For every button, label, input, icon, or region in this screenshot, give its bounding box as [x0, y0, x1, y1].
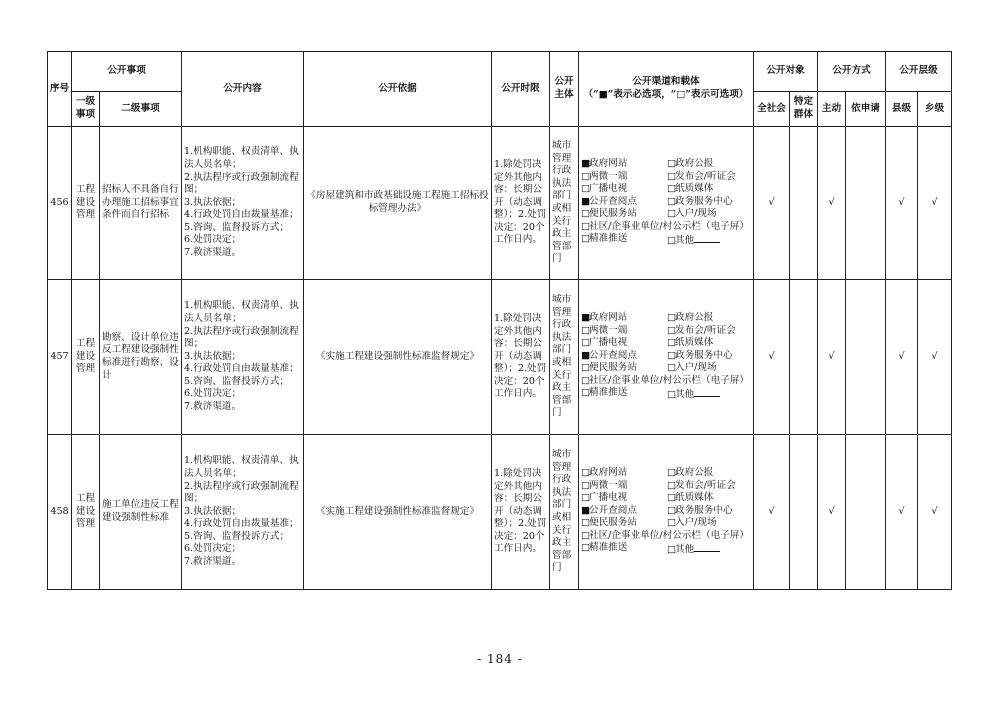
channel-gov-bulletin: 政府公报	[675, 466, 714, 478]
content-line: 1.机构职能、权责清单、执法人员名单；	[184, 146, 299, 170]
unchecked-box-icon: □	[667, 349, 677, 361]
content-line: 2.执法程序或行政强制流程图；	[184, 171, 299, 196]
unchecked-box-icon: □	[581, 479, 591, 491]
unchecked-box-icon: □	[667, 492, 677, 504]
row-content	[182, 435, 304, 590]
channel-gov-bulletin: 政府公报	[675, 311, 714, 323]
unchecked-box-icon: □	[667, 324, 677, 336]
header-method-request: 依申请	[846, 92, 886, 127]
row-content	[182, 127, 304, 280]
unchecked-box-icon: □	[667, 195, 677, 207]
row-channels	[579, 127, 754, 280]
row-basis: 《实施工程建设强制性标准监督规定》	[304, 435, 492, 590]
row-seq: 458	[48, 435, 72, 590]
channel-reading-point: 公开查阅点	[589, 195, 637, 207]
unchecked-box-icon: □	[581, 208, 591, 220]
row-subject: 城市管理行政执法部门或相关行政主管部门	[550, 127, 579, 280]
channel-broadcast: 广播电视	[589, 337, 628, 349]
header-target-all: 全社会	[754, 92, 790, 127]
unchecked-box-icon: □	[667, 337, 677, 349]
check-mark-method-active: √	[818, 435, 846, 590]
row-level2: 勘察、设计单位违反工程建设强制性标准进行勘察、设计	[100, 280, 182, 435]
row-level1: 工程建设管理	[72, 127, 100, 280]
content-line: 1.机构职能、权责清单、执法人员名单；	[184, 300, 299, 324]
content-line: 4.行政处罚自由裁量基准；	[184, 518, 299, 530]
unchecked-box-icon: □	[581, 374, 591, 386]
channel-broadcast: 广播电视	[589, 492, 628, 504]
content-line: 3.执法依据；	[184, 196, 242, 208]
content-line: 1.机构职能、权责清单、执法人员名单；	[184, 455, 299, 479]
channel-two-micro: 两微一端	[589, 479, 628, 491]
empty-method-request	[846, 435, 886, 590]
header-target-specific: 特定群体	[790, 92, 818, 127]
channel-reading-point: 公开查阅点	[589, 504, 637, 516]
table-row	[48, 435, 952, 590]
channel-other: 其他	[675, 544, 695, 556]
content-line: 5.咨询、监督投诉方式；	[184, 375, 290, 387]
channel-service-station: 便民服务站	[589, 517, 637, 529]
unchecked-box-icon: □	[667, 389, 677, 401]
checked-box-icon: ■	[581, 195, 591, 207]
row-seq: 456	[48, 127, 72, 280]
unchecked-box-icon: □	[667, 466, 677, 478]
unchecked-box-icon: □	[581, 517, 591, 529]
checked-box-icon: ■	[581, 311, 591, 323]
content-line: 6.处罚决定；	[184, 234, 242, 246]
content-line: 2.执法程序或行政强制流程图；	[184, 480, 299, 505]
unchecked-box-icon: □	[667, 208, 677, 220]
row-time: 1.除处罚决定外其他内容：长期公开（动态调整）；2.处罚决定：20个工作日内。	[492, 280, 550, 435]
unchecked-box-icon: □	[581, 337, 591, 349]
check-mark-method-active: √	[818, 280, 846, 435]
header-method-active: 主动	[818, 92, 846, 127]
channel-broadcast: 广播电视	[589, 183, 628, 195]
channel-hearing: 发布会/听证会	[675, 170, 736, 182]
unchecked-box-icon: □	[581, 492, 591, 504]
table-row	[48, 127, 952, 280]
row-basis: 《房屋建筑和市政基础设施工程施工招标投标管理办法》	[304, 127, 492, 280]
header-subject: 公开主体	[550, 52, 579, 127]
unchecked-box-icon: □	[581, 466, 591, 478]
unchecked-box-icon: □	[667, 517, 677, 529]
unchecked-box-icon: □	[581, 220, 591, 232]
row-seq: 457	[48, 280, 72, 435]
channel-precise-push: 精准推送	[589, 542, 628, 554]
header-time: 公开时限	[492, 52, 550, 127]
empty-method-request	[846, 280, 886, 435]
content-line: 3.执法依据；	[184, 505, 242, 517]
check-mark-level-county: √	[886, 435, 918, 590]
content-line: 7.救济渠道。	[184, 401, 242, 413]
channel-household: 入户/现场	[675, 362, 717, 374]
check-mark-target-all: √	[754, 280, 790, 435]
row-subject: 城市管理行政执法部门或相关行政主管部门	[550, 280, 579, 435]
content-line: 7.救济渠道。	[184, 247, 242, 259]
page-number: - 184 -	[477, 652, 523, 666]
row-content	[182, 280, 304, 435]
checked-box-icon: ■	[581, 504, 591, 516]
channel-paper: 纸质媒体	[675, 183, 714, 195]
channel-precise-push: 精准推送	[589, 387, 628, 399]
channel-household: 入户/现场	[675, 208, 717, 220]
channel-household: 入户/现场	[675, 517, 717, 529]
fill-in-blank	[694, 387, 720, 397]
header-level-township: 乡级	[918, 92, 952, 127]
channel-community-board: 社区/企事业单位/村公示栏（电子屏）	[589, 374, 749, 386]
check-mark-level-township: √	[918, 435, 952, 590]
unchecked-box-icon: □	[667, 183, 677, 195]
unchecked-box-icon: □	[667, 170, 677, 182]
header-content: 公开内容	[182, 52, 304, 127]
row-subject: 城市管理行政执法部门或相关行政主管部门	[550, 435, 579, 590]
content-line: 5.咨询、监督投诉方式；	[184, 530, 290, 542]
content-line: 6.处罚决定；	[184, 543, 242, 555]
channel-paper: 纸质媒体	[675, 492, 714, 504]
channel-gov-site: 政府网站	[589, 466, 628, 478]
empty-target-specific	[790, 280, 818, 435]
channel-gov-site: 政府网站	[589, 157, 628, 169]
channel-service-station: 便民服务站	[589, 208, 637, 220]
row-level1: 工程建设管理	[72, 280, 100, 435]
content-line: 2.执法程序或行政强制流程图；	[184, 325, 299, 350]
content-line: 6.处罚决定；	[184, 388, 242, 400]
channel-community-board: 社区/企事业单位/村公示栏（电子屏）	[589, 529, 749, 541]
check-mark-level-county: √	[886, 280, 918, 435]
header-method: 公开方式	[818, 52, 886, 92]
channel-service-center: 政务服务中心	[675, 195, 733, 207]
channel-two-micro: 两微一端	[589, 170, 628, 182]
header-seq: 序号	[48, 52, 72, 127]
unchecked-box-icon: □	[667, 504, 677, 516]
unchecked-box-icon: □	[581, 233, 591, 245]
check-mark-target-all: √	[754, 127, 790, 280]
content-line: 3.执法依据；	[184, 350, 242, 362]
row-channels	[579, 435, 754, 590]
unchecked-box-icon: □	[581, 324, 591, 336]
header-channel-title: 公开渠道和载体	[632, 76, 700, 88]
disclosure-table	[47, 51, 952, 590]
unchecked-box-icon: □	[667, 311, 677, 323]
check-mark-level-county: √	[886, 127, 918, 280]
channel-gov-site: 政府网站	[589, 311, 628, 323]
content-line: 4.行政处罚自由裁量基准；	[184, 209, 299, 221]
unchecked-box-icon: □	[581, 529, 591, 541]
unchecked-box-icon: □	[667, 157, 677, 169]
unchecked-box-icon: □	[581, 362, 591, 374]
row-basis: 《实施工程建设强制性标准监督规定》	[304, 280, 492, 435]
empty-target-specific	[790, 435, 818, 590]
channel-other: 其他	[675, 389, 695, 401]
channel-service-center: 政务服务中心	[675, 349, 733, 361]
channel-community-board: 社区/企事业单位/村公示栏（电子屏）	[589, 220, 749, 232]
unchecked-box-icon: □	[581, 387, 591, 399]
header-level2: 二级事项	[100, 92, 182, 127]
checked-box-icon: ■	[581, 349, 591, 361]
unchecked-box-icon: □	[667, 479, 677, 491]
content-line: 5.咨询、监督投诉方式；	[184, 221, 290, 233]
unchecked-box-icon: □	[667, 362, 677, 374]
unchecked-box-icon: □	[581, 183, 591, 195]
content-line: 7.救济渠道。	[184, 556, 242, 568]
row-level2: 施工单位违反工程建设强制性标准	[100, 435, 182, 590]
channel-reading-point: 公开查阅点	[589, 349, 637, 361]
unchecked-box-icon: □	[667, 544, 677, 556]
channel-service-center: 政务服务中心	[675, 504, 733, 516]
header-matter: 公开事项	[72, 52, 182, 92]
unchecked-box-icon: □	[667, 235, 677, 247]
check-mark-method-active: √	[818, 127, 846, 280]
check-mark-target-all: √	[754, 435, 790, 590]
header-channel-note: （“■”表示必选项，“□”表示可选项）	[583, 89, 749, 100]
header-level-county: 县级	[886, 92, 918, 127]
channel-hearing: 发布会/听证会	[675, 324, 736, 336]
check-mark-level-township: √	[918, 127, 952, 280]
empty-target-specific	[790, 127, 818, 280]
fill-in-blank	[694, 542, 720, 552]
row-level1: 工程建设管理	[72, 435, 100, 590]
channel-other: 其他	[675, 235, 695, 247]
row-level2: 招标人不具备自行办理施工招标事宜条件而自行招标	[100, 127, 182, 280]
channel-hearing: 发布会/听证会	[675, 479, 736, 491]
channel-paper: 纸质媒体	[675, 337, 714, 349]
header-basis: 公开依据	[304, 52, 492, 127]
check-mark-level-township: √	[918, 280, 952, 435]
table-row	[48, 280, 952, 435]
content-line: 4.行政处罚自由裁量基准；	[184, 363, 299, 375]
empty-method-request	[846, 127, 886, 280]
checked-box-icon: ■	[581, 157, 591, 169]
unchecked-box-icon: □	[581, 170, 591, 182]
row-channels	[579, 280, 754, 435]
channel-gov-bulletin: 政府公报	[675, 157, 714, 169]
unchecked-box-icon: □	[581, 542, 591, 554]
row-time: 1.除处罚决定外其他内容：长期公开（动态调整）；2.处罚决定：20个工作日内。	[492, 435, 550, 590]
header-level: 公开层级	[886, 52, 952, 92]
fill-in-blank	[694, 233, 720, 243]
row-time: 1.除处罚决定外其他内容：长期公开（动态调整）；2.处罚决定：20个工作日内。	[492, 127, 550, 280]
header-level1: 一级事项	[72, 92, 100, 127]
channel-service-station: 便民服务站	[589, 362, 637, 374]
header-target: 公开对象	[754, 52, 818, 92]
channel-precise-push: 精准推送	[589, 233, 628, 245]
channel-two-micro: 两微一端	[589, 324, 628, 336]
header-channel	[579, 52, 754, 127]
